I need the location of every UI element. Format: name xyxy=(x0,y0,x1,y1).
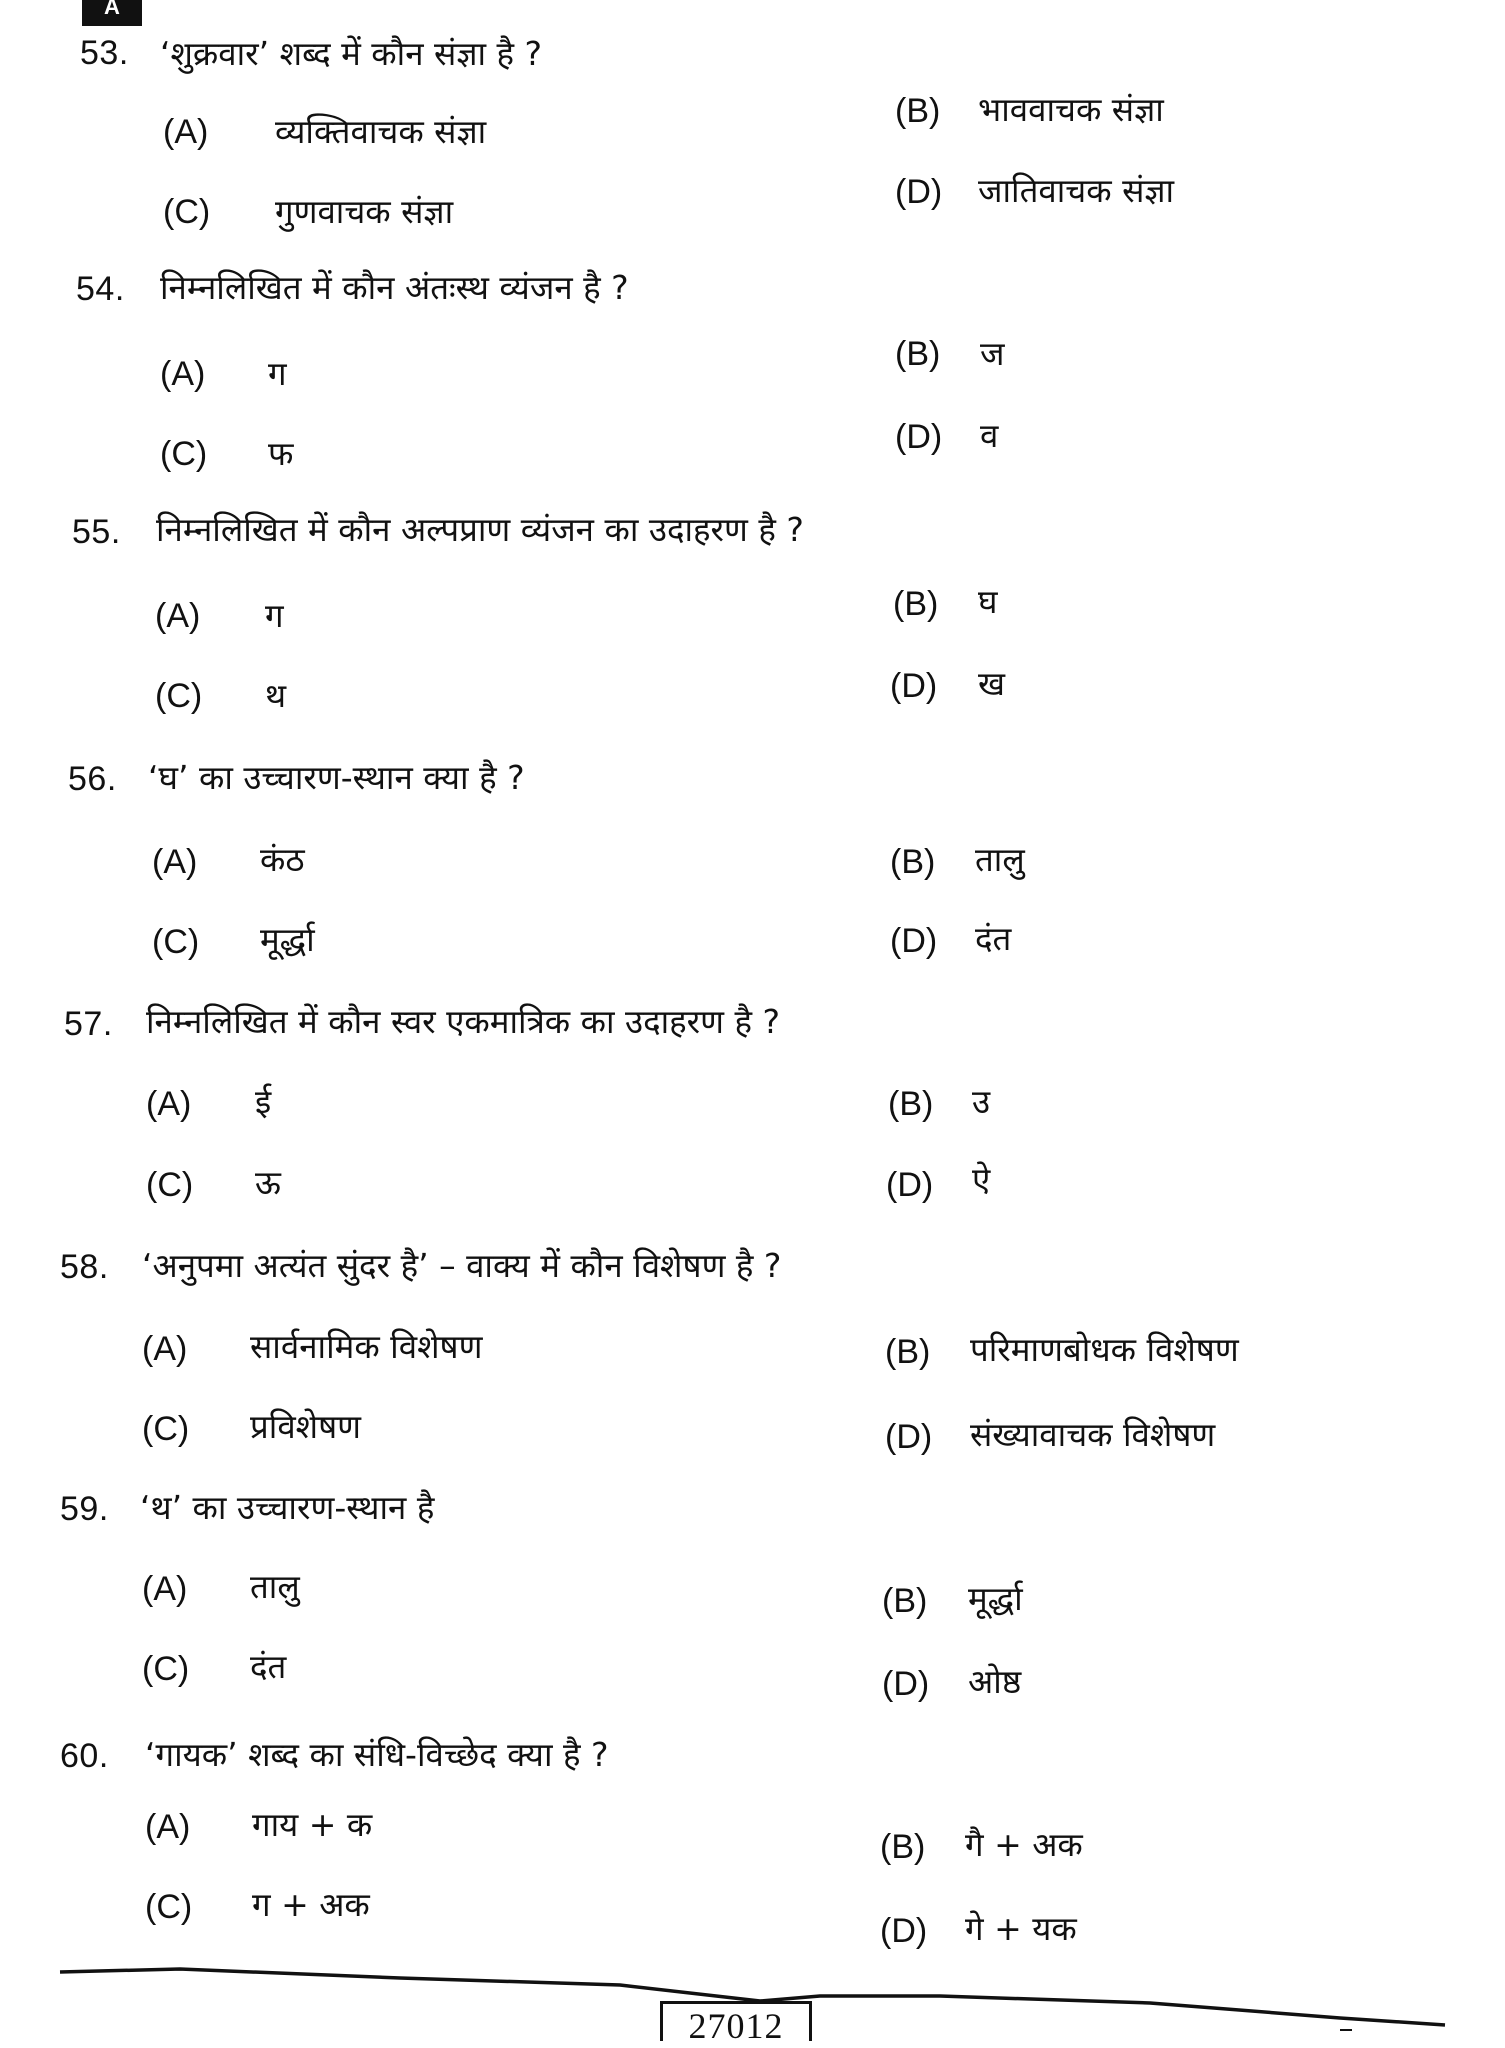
option-a-text[interactable]: ग xyxy=(265,596,284,635)
option-c-text[interactable]: गुणवाचक संज्ञा xyxy=(275,192,454,231)
option-d-text[interactable]: जातिवाचक संज्ञा xyxy=(978,171,1175,210)
option-c-label[interactable]: (C) xyxy=(163,193,211,231)
option-b-label[interactable]: (B) xyxy=(893,585,939,623)
option-c-text[interactable]: ग + अक xyxy=(252,1885,370,1924)
question-number: 53. xyxy=(80,34,129,72)
option-c-label[interactable]: (C) xyxy=(142,1410,190,1448)
question-text: ‘गायक’ शब्द का संधि-विच्छेद क्या है ? xyxy=(145,1735,609,1774)
option-c-label[interactable]: (C) xyxy=(152,923,200,961)
option-b-label[interactable]: (B) xyxy=(890,843,936,881)
option-a-text[interactable]: तालु xyxy=(250,1567,300,1606)
question-text: निम्नलिखित में कौन स्वर एकमात्रिक का उदाहरण है ? xyxy=(146,1002,781,1041)
option-c-text[interactable]: थ xyxy=(265,676,287,715)
option-c-text[interactable]: दंत xyxy=(250,1647,287,1686)
option-d-label[interactable]: (D) xyxy=(882,1665,930,1703)
option-d-label[interactable]: (D) xyxy=(880,1912,928,1950)
option-a-label[interactable]: (A) xyxy=(145,1808,191,1846)
option-a-label[interactable]: (A) xyxy=(163,113,209,151)
option-b-text[interactable]: मूर्द्धा xyxy=(968,1579,1023,1618)
option-a-text[interactable]: ग xyxy=(268,354,287,393)
option-d-label[interactable]: (D) xyxy=(885,1418,933,1456)
question-text: निम्नलिखित में कौन अंतःस्थ व्यंजन है ? xyxy=(160,268,629,307)
option-a-label[interactable]: (A) xyxy=(155,597,201,635)
question-text: निम्नलिखित में कौन अल्पप्राण व्यंजन का उदाहरण है ? xyxy=(156,510,804,549)
option-a-text[interactable]: कंठ xyxy=(260,840,305,879)
question-number: 55. xyxy=(72,513,121,551)
option-d-label[interactable]: (D) xyxy=(890,922,938,960)
question-number: 54. xyxy=(76,270,125,308)
option-b-text[interactable]: ज xyxy=(980,334,1005,373)
option-b-text[interactable]: भाववाचक संज्ञा xyxy=(978,90,1164,129)
option-b-label[interactable]: (B) xyxy=(895,92,941,130)
option-c-text[interactable]: प्रविशेषण xyxy=(250,1407,362,1446)
option-d-text[interactable]: व xyxy=(980,416,999,455)
option-c-label[interactable]: (C) xyxy=(155,677,203,715)
option-d-label[interactable]: (D) xyxy=(895,418,943,456)
series-marker-box: A xyxy=(82,0,142,26)
question-number: 56. xyxy=(68,760,117,798)
option-d-label[interactable]: (D) xyxy=(890,667,938,705)
option-d-text[interactable]: ओष्ठ xyxy=(968,1662,1022,1701)
option-b-text[interactable]: उ xyxy=(972,1082,991,1121)
option-d-text[interactable]: ऐ xyxy=(972,1160,991,1199)
option-d-text[interactable]: ख xyxy=(978,664,1005,703)
option-c-label[interactable]: (C) xyxy=(160,435,208,473)
question-text: ‘अनुपमा अत्यंत सुंदर है’ – वाक्य में कौन विशेषण है ? xyxy=(142,1246,782,1285)
option-b-label[interactable]: (B) xyxy=(888,1085,934,1123)
option-d-text[interactable]: गे + यक xyxy=(965,1909,1077,1948)
option-d-label[interactable]: (D) xyxy=(886,1166,934,1204)
question-number: 60. xyxy=(60,1737,109,1775)
option-c-text[interactable]: ऊ xyxy=(255,1163,281,1202)
option-b-label[interactable]: (B) xyxy=(885,1333,931,1371)
option-c-text[interactable]: मूर्द्धा xyxy=(260,920,315,959)
option-a-label[interactable]: (A) xyxy=(142,1570,188,1608)
option-d-text[interactable]: संख्यावाचक विशेषण xyxy=(970,1415,1216,1454)
option-a-label[interactable]: (A) xyxy=(146,1085,192,1123)
option-b-text[interactable]: घ xyxy=(978,582,998,621)
option-d-label[interactable]: (D) xyxy=(895,173,943,211)
option-b-label[interactable]: (B) xyxy=(882,1582,928,1620)
option-b-text[interactable]: गै + अक xyxy=(965,1825,1083,1864)
page-code-box: 27012 xyxy=(660,2001,812,2041)
option-c-label[interactable]: (C) xyxy=(142,1650,190,1688)
question-text: ‘शुक्रवार’ शब्द में कौन संज्ञा है ? xyxy=(160,34,543,73)
option-c-text[interactable]: फ xyxy=(268,434,294,473)
option-c-label[interactable]: (C) xyxy=(145,1888,193,1926)
question-text: ‘थ’ का उच्चारण-स्थान है xyxy=(140,1488,435,1527)
option-c-label[interactable]: (C) xyxy=(146,1166,194,1204)
option-b-text[interactable]: तालु xyxy=(975,840,1025,879)
option-a-label[interactable]: (A) xyxy=(160,355,206,393)
question-number: 57. xyxy=(64,1005,113,1043)
option-d-text[interactable]: दंत xyxy=(975,919,1012,958)
question-number: 58. xyxy=(60,1248,109,1286)
option-a-label[interactable]: (A) xyxy=(142,1330,188,1368)
option-b-label[interactable]: (B) xyxy=(895,335,941,373)
option-a-label[interactable]: (A) xyxy=(152,843,198,881)
option-a-text[interactable]: गाय + क xyxy=(252,1805,373,1844)
question-number: 59. xyxy=(60,1490,109,1528)
option-b-text[interactable]: परिमाणबोधक विशेषण xyxy=(970,1330,1239,1369)
option-a-text[interactable]: व्यक्तिवाचक संज्ञा xyxy=(275,112,487,151)
option-a-text[interactable]: सार्वनामिक विशेषण xyxy=(250,1327,483,1366)
option-a-text[interactable]: ई xyxy=(255,1082,272,1121)
option-b-label[interactable]: (B) xyxy=(880,1828,926,1866)
question-text: ‘घ’ का उच्चारण-स्थान क्या है ? xyxy=(148,758,525,797)
